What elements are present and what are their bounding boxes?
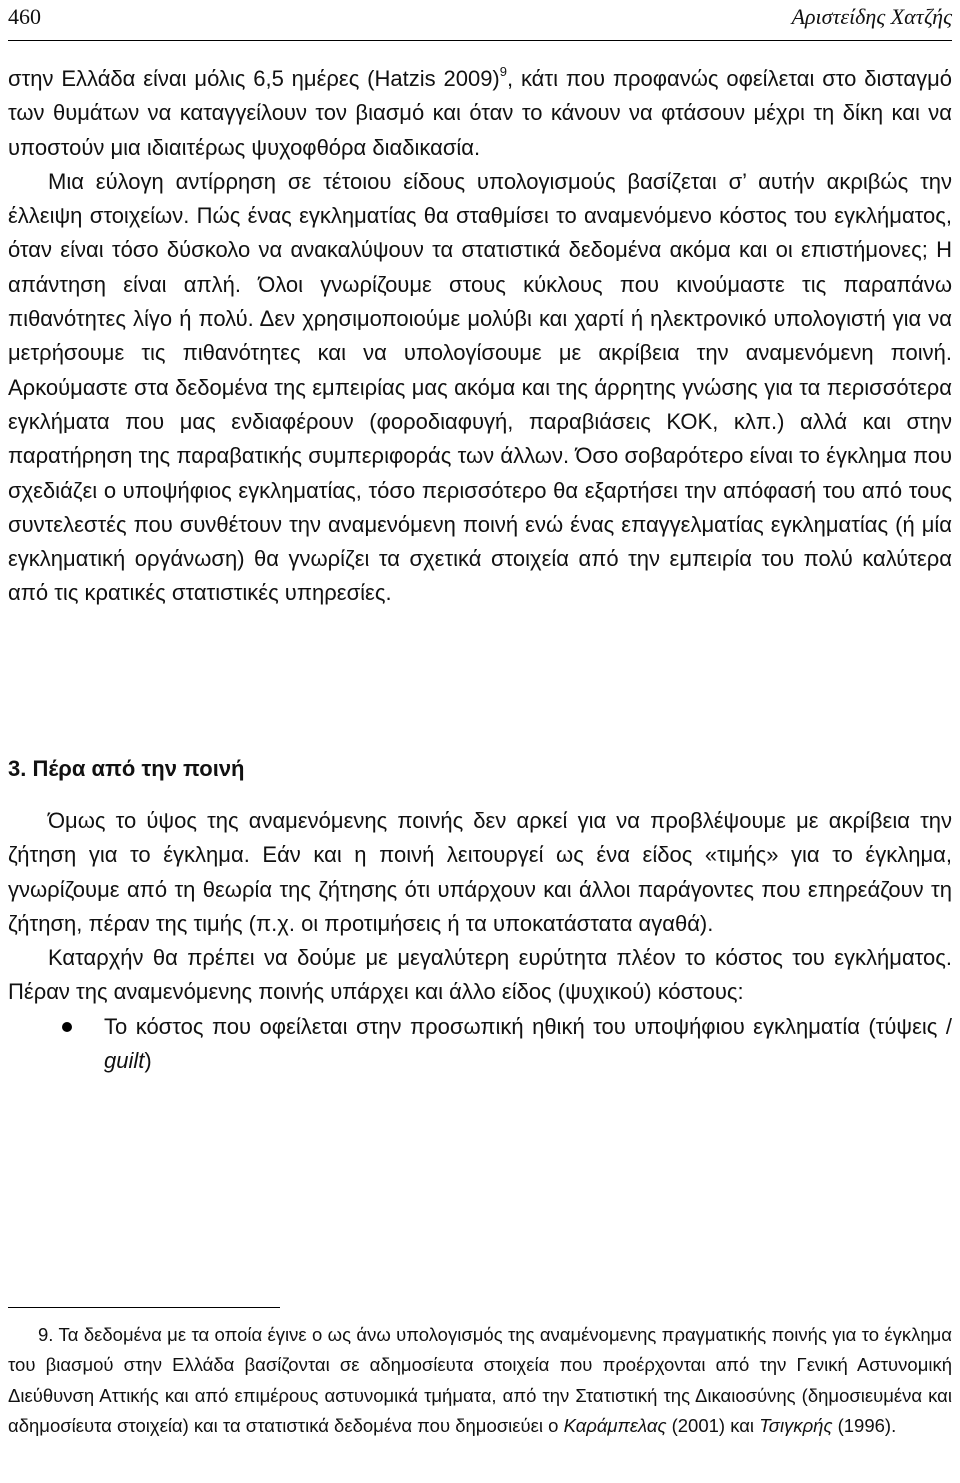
footnote-divider [8, 1307, 280, 1308]
footnote-9 [8, 1320, 952, 1442]
footnote-text-b: (2001) και [666, 1415, 760, 1437]
footnote-author-2: Τσιγκρής [759, 1415, 833, 1437]
paragraph-1-text-b: , κάτι που προφανώς οφείλεται στο δισταγμό των θυμάτων να καταγγείλουν τον βιασμό και όταν το κάνουν να φτάσουν μέχρι τη δίκη και να υποστούν μια ιδιαιτέρως ψυχοφθόρα διαδικασία. [8, 66, 952, 160]
main-text-bottom [8, 804, 952, 1078]
section-heading: 3. Πέρα από την ποινή [8, 756, 245, 781]
paragraph-1 [8, 62, 952, 165]
bullet-text: Το κόστος που οφείλεται στην προσωπική ηθική του υποψήφιου εγκληματία (τύψεις / [104, 1013, 952, 1039]
paragraph-4: Καταρχήν θα πρέπει να δούμε με μεγαλύτερη ευρύτητα πλέον το κόστος του εγκλήματος. Πέραν της αναμενόμενης ποινής υπάρχει και άλλο είδος (ψυχικού) κόστους: [8, 945, 952, 1005]
page-header [8, 0, 952, 41]
bullet-item [8, 1010, 952, 1079]
paragraph-3: Όμως το ύψος της αναμενόμενης ποινής δεν αρκεί για να προβλέψουμε με ακρίβεια την ζήτηση για το έγκλημα. Εάν και η ποινή λειτουργεί ως ένα είδος «τιμής» για το έγκλημα, γνωρίζουμε από τη θεωρία της ζήτησης ότι υπάρχουν και άλλοι παράγοντες που επηρεάζουν τη ζήτηση, πέραν της τιμής (π.χ. οι προτιμήσεις ή τα υποκατάστατα αγαθά). [8, 808, 952, 936]
bullet-close: ) [144, 1048, 152, 1074]
running-head-author: Αριστείδης Χατζής [791, 4, 952, 29]
paragraph-1-text-a: στην Ελλάδα είναι μόλις 6,5 ημέρες (Hatzis 2009) [8, 66, 500, 91]
page-number: 460 [8, 4, 41, 29]
bullet-italic-term: guilt [104, 1048, 145, 1074]
bullet-list [8, 1010, 952, 1079]
footnote-text-c: (1996). [832, 1415, 897, 1437]
footnote-reference[interactable]: 9 [499, 63, 507, 79]
footnote-number: 9. [38, 1324, 54, 1345]
footnote-text-a: Τα δεδομένα με τα οποία έγινε ο ως άνω υπολογισμός της αναμένομενης πραγματικής ποινής για το έγκλημα του βιασμού στην Ελλάδα βασίζονται σε αδημοσίευτα στοιχεία που προέρχονται από την Γενική Αστυνομική Διεύθυνση Αττικής και από επιμέρους αστυνομικά τμήματα, από την Στατιστική της Δικαιοσύνης (δημοσιευμένα και αδημοσίευτα στοιχεία) και τα στατιστικά δεδομένα που δημοσιεύει ο [8, 1324, 952, 1437]
footnote-author-1: Καράμπελας [563, 1415, 667, 1437]
paragraph-2: Μια εύλογη αντίρρηση σε τέτοιου είδους υπολογισμούς βασίζεται σ’ αυτήν ακριβώς την έλλειψη στοιχείων. Πώς ένας εγκληματίας θα σταθμίσει το αναμενόμενο κόστος του εγκλήματος, όταν είναι τόσο δύσκολο να ανακαλύψουν τα στατιστικά δεδομένα ακόμα και οι επιστήμονες; Η απάντηση είναι απλή. Όλοι γνωρίζουμε στους κύκλους που κινούμαστε τις παραπάνω πιθανότητες λίγο ή πολύ. Δεν χρησιμοποιούμε μολύβι και χαρτί ή ηλεκτρονικό υπολογιστή για να μετρήσουμε τις πιθανότητες και να υπολογίσουμε με ακρίβεια την αναμενόμενη ποινή. Αρκούμαστε στα δεδομένα της εμπειρίας μας ακόμα και της άρρητης γνώσης για τα περισσότερα εγκλήματα που μας ενδιαφέρουν (φοροδιαφυγή, παραβιάσεις ΚΟΚ, κλπ.) αλλά και στην παρατήρηση της παραβατικής συμπεριφοράς των άλλων. Όσο σοβαρότερο είναι το έγκλημα που σχεδιάζει ο υποψήφιος εγκληματίας, τόσο περισσότερο θα εξαρτήσει την απόφασή του από τους συντελεστές που συνθέτουν την αναμενόμενη ποινή ενώ ένας επαγγελματίας εγκληματίας (ή μία εγκληματική οργάνωση) θα γνωρίζει τα σχετικά στοιχεία από την εμπειρία του πολύ καλύτερα από τις κρατικές στατιστικές υπηρεσίες. [8, 168, 952, 606]
main-text-top [8, 62, 952, 611]
bullet-icon [62, 1022, 72, 1032]
